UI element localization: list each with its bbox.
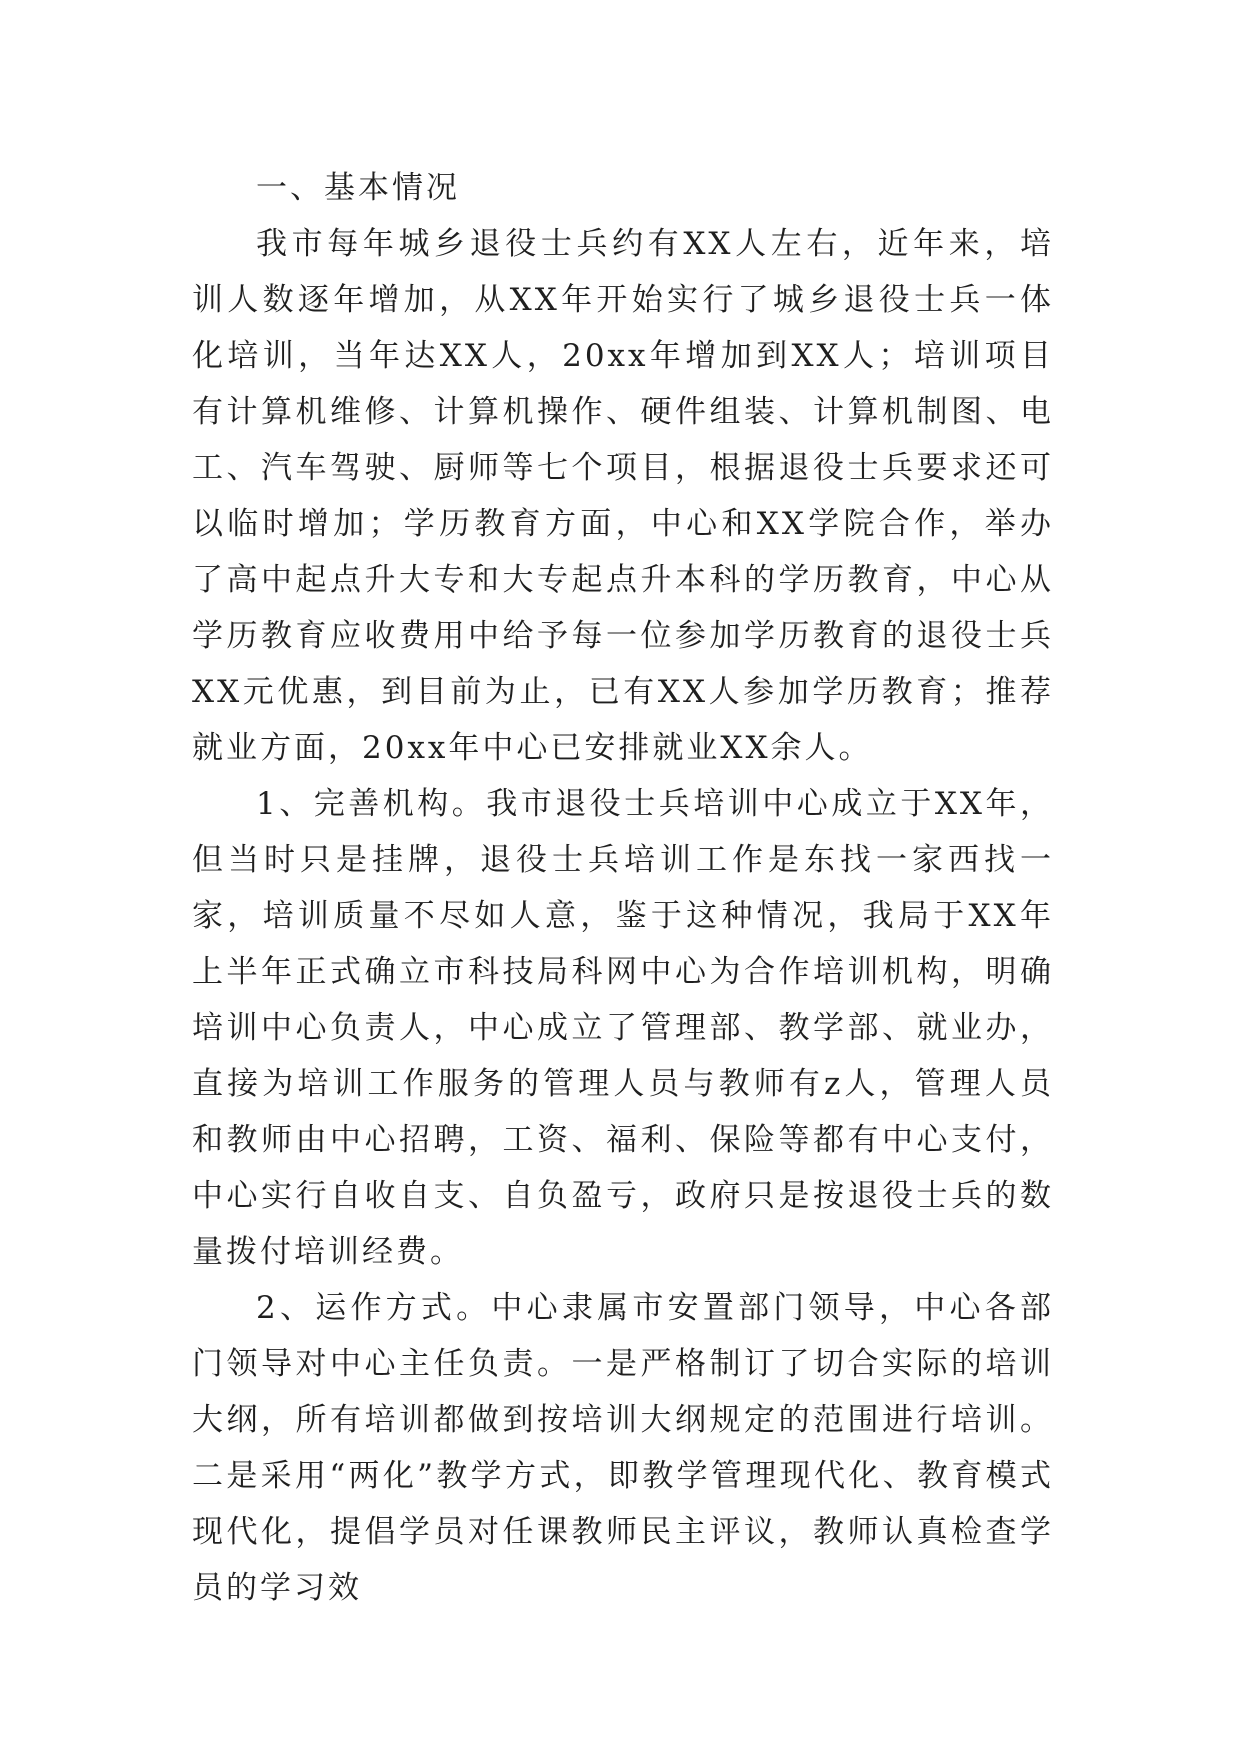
paragraph-organization: 1、完善机构。我市退役士兵培训中心成立于XX年，但当时只是挂牌，退役士兵培训工作是东找一家西找一家，培训质量不尽如人意，鉴于这种情况，我局于XX年上半年正式确立市科技局科网中心为合作培训机构，明确培训中心负责人，中心成立了管理部、教学部、就业办，直接为培训工作服务的管理人员与教师有z人，管理人员和教师由中心招聘，工资、福利、保险等都有中心支付，中心实行自收自支、自负盈亏，政府只是按退役士兵的数量拨付培训经费。 bbox=[192, 786, 1054, 1270]
document-body bbox=[192, 160, 1054, 1616]
section-heading: 一、基本情况 bbox=[256, 170, 460, 206]
paragraph-overview: 我市每年城乡退役士兵约有XX人左右，近年来，培训人数逐年增加，从XX年开始实行了城乡退役士兵一体化培训，当年达XX人，20xx年增加到XX人；培训项目有计算机维修、计算机操作、硬件组装、计算机制图、电工、汽车驾驶、厨师等七个项目，根据退役士兵要求还可以临时增加；学历教育方面，中心和XX学院合作，举办了高中起点升大专和大专起点升本科的学历教育，中心从学历教育应收费用中给予每一位参加学历教育的退役士兵XX元优惠，到目前为止，已有XX人参加学历教育；推荐就业方面，20xx年中心已安排就业XX余人。 bbox=[192, 226, 1054, 766]
paragraph-operation: 2、运作方式。中心隶属市安置部门领导，中心各部门领导对中心主任负责。一是严格制订了切合实际的培训大纲，所有培训都做到按培训大纲规定的范围进行培训。二是采用“两化”教学方式，即教学管理现代化、教育模式现代化，提倡学员对任课教师民主评议，教师认真检查学员的学习效 bbox=[192, 1290, 1054, 1606]
